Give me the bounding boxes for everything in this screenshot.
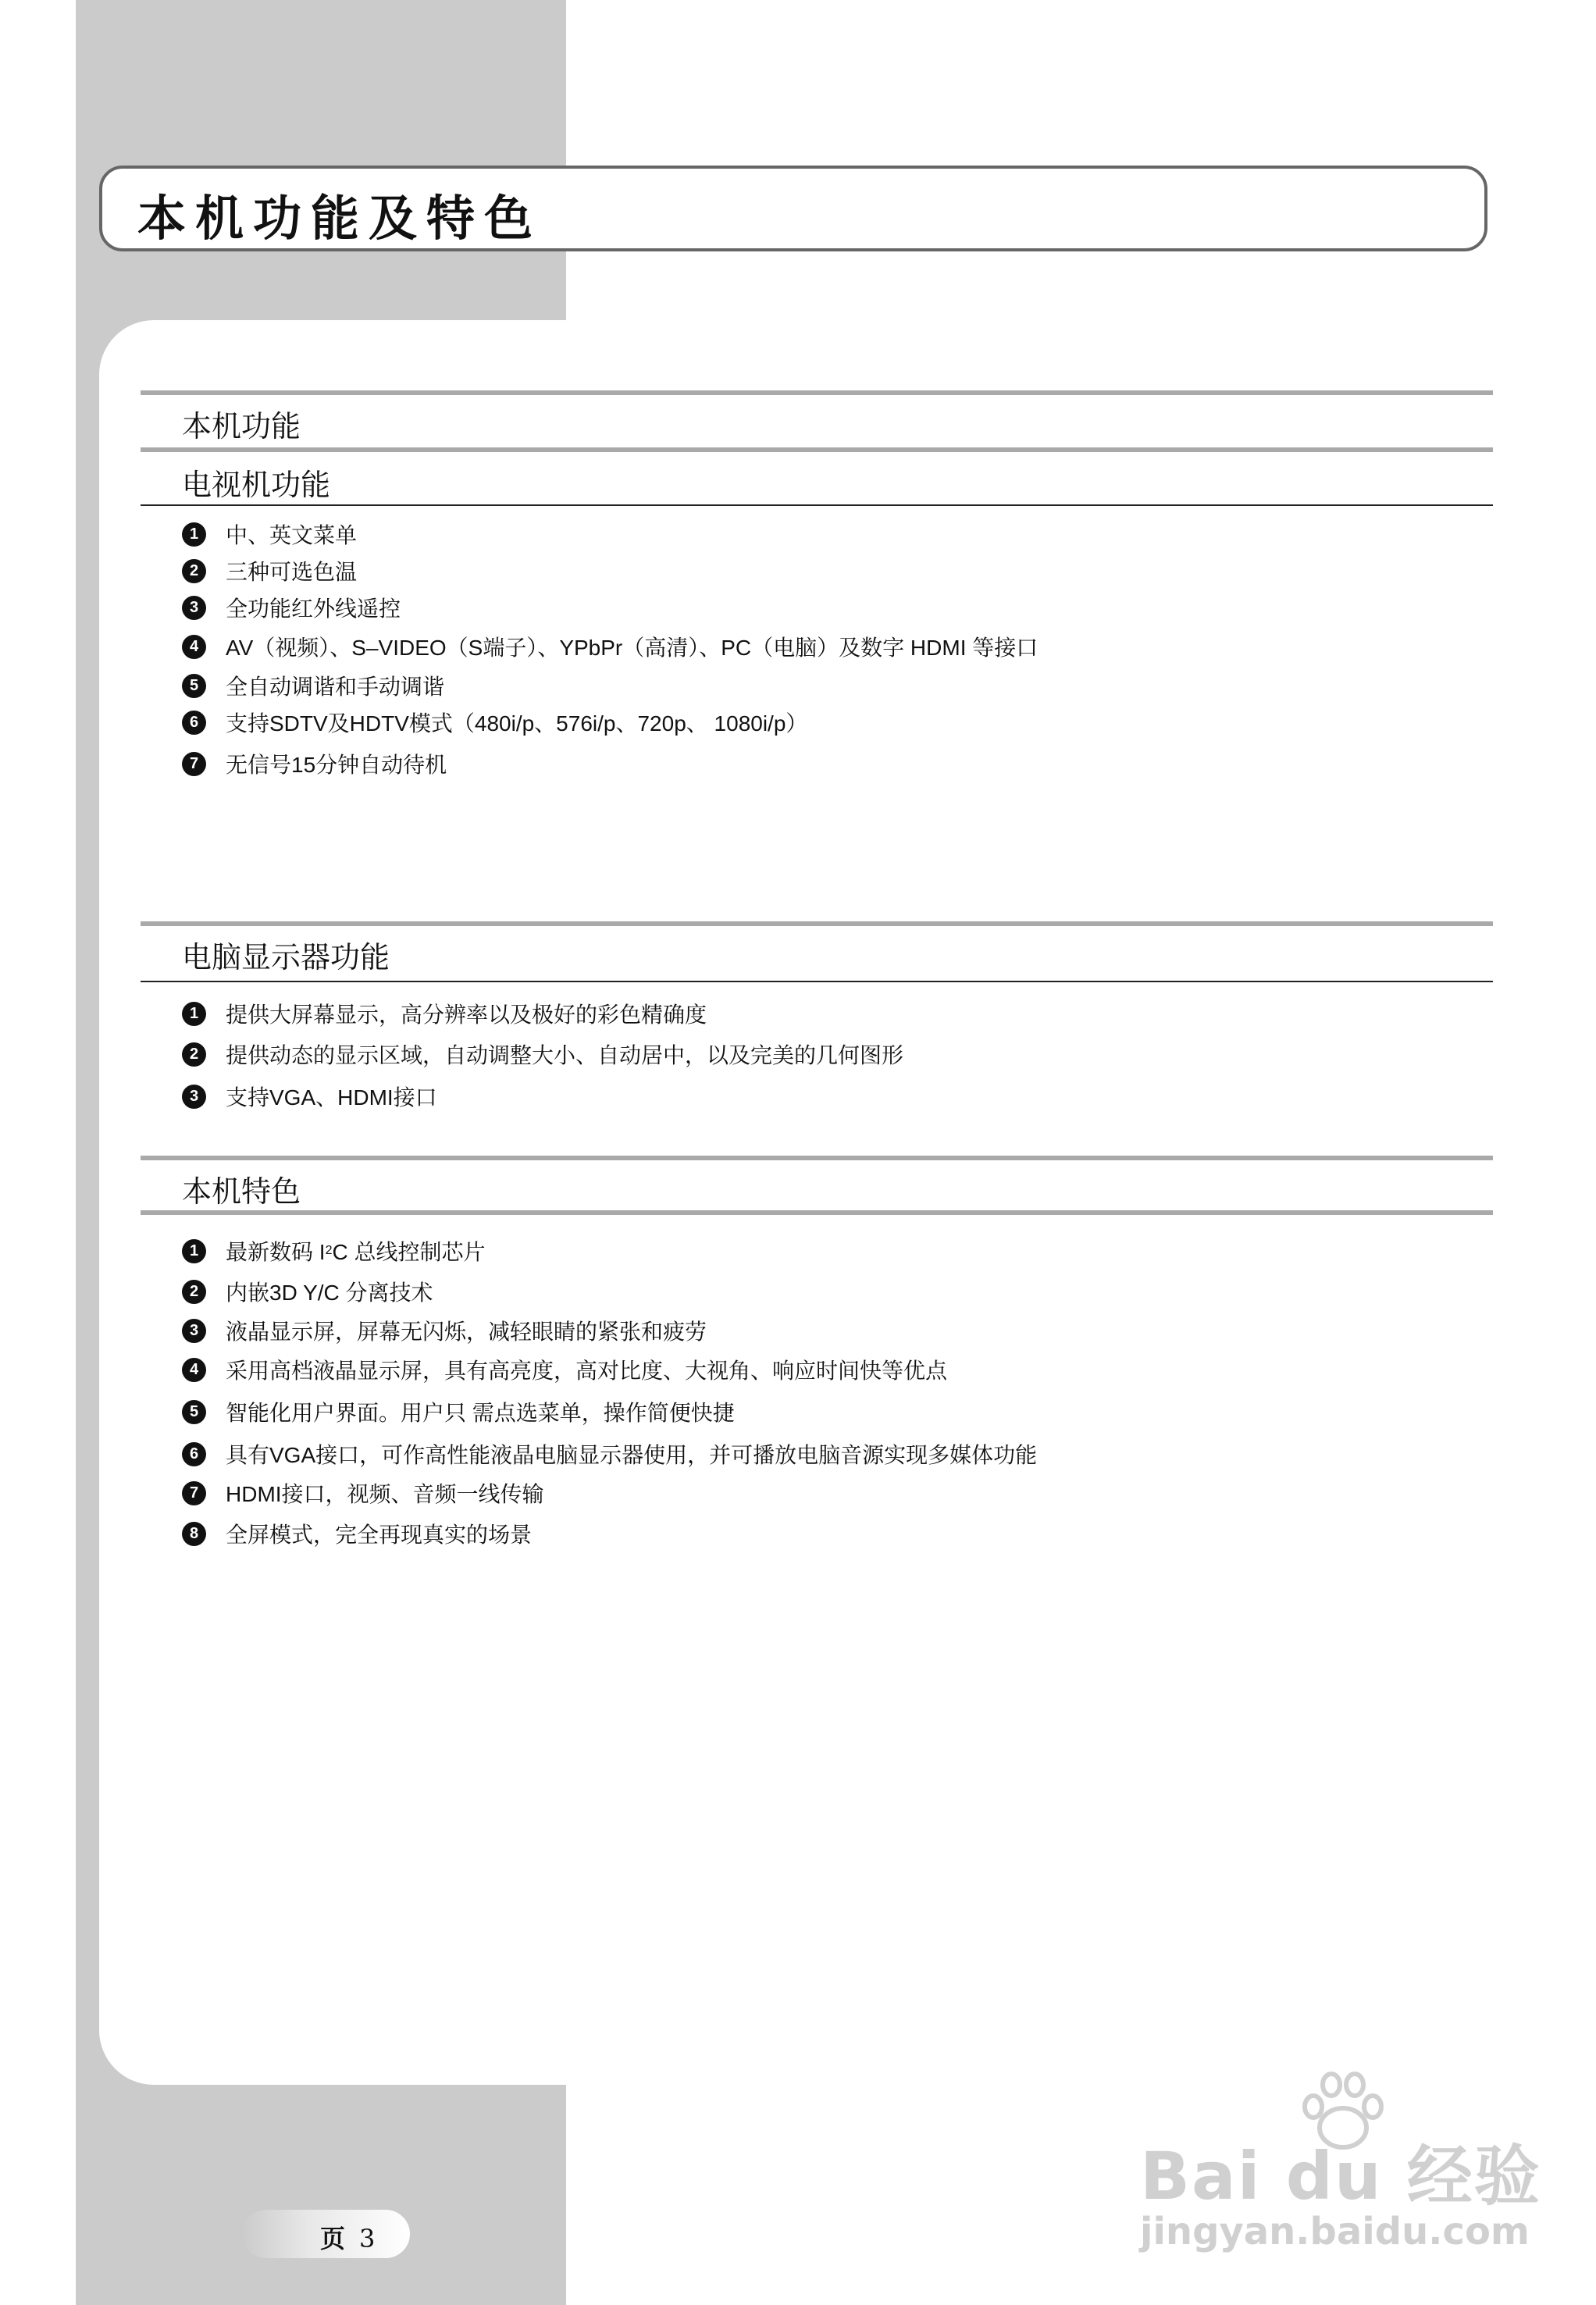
number-1-icon: 1 (182, 1002, 206, 1026)
number-2-icon: 2 (182, 1042, 206, 1067)
list-item: 6 具有VGA接口，可作高性能液晶电脑显示器使用，并可播放电脑音源实现多媒体功能 (182, 1438, 1037, 1470)
section-heading-features: 本机功能 (182, 411, 301, 444)
page-number: 页 3 (320, 2224, 376, 2253)
list-item: 2 提供动态的显示区域，自动调整大小、自动居中，以及完美的几何图形 (182, 1038, 903, 1070)
number-2-icon: 2 (182, 1280, 206, 1304)
number-6-icon: 6 (182, 711, 206, 735)
list-item: 4 采用高档液晶显示屏，具有高亮度，高对比度、大视角、响应时间快等优点 (182, 1354, 947, 1385)
section-rule (141, 921, 1493, 926)
list-item: 4 AV（视频）、S–VIDEO（S端子）、YPbPr（高清）、PC（电脑）及数字 HDMI 等接口 (182, 631, 1038, 662)
page-title: 本机功能及特色 (137, 190, 543, 247)
title-banner (99, 166, 1487, 251)
section-rule (141, 390, 1493, 395)
list-item: 2 内嵌3D Y/C 分离技术 (182, 1276, 433, 1307)
watermark-brand: Bai du 经验 (1140, 2138, 1541, 2214)
subheading-tv-features: 电视机功能 (182, 469, 331, 502)
list-item: 6 支持SDTV及HDTV模式（480i/p、576i/p、720p、 1080i/p） (182, 707, 807, 738)
list-item: 1 提供大屏幕显示，高分辨率以及极好的彩色精确度 (182, 998, 707, 1029)
list-item: 1 最新数码 I 2 C 总线控制芯片 (182, 1235, 485, 1267)
number-5-icon: 5 (182, 674, 206, 698)
number-7-icon: 7 (182, 752, 206, 776)
number-4-icon: 4 (182, 1358, 206, 1382)
number-8-icon: 8 (182, 1522, 206, 1546)
number-2-icon: 2 (182, 559, 206, 583)
number-4-icon: 4 (182, 635, 206, 659)
number-7-icon: 7 (182, 1481, 206, 1505)
list-item: 3 液晶显示屏，屏幕无闪烁，减轻眼睛的紧张和疲劳 (182, 1315, 707, 1346)
section-rule (141, 1156, 1493, 1160)
list-item: 7 HDMI接口，视频、音频一线传输 (182, 1477, 544, 1509)
list-item: 7 无信号15分钟自动待机 (182, 748, 447, 779)
list-item: 1 中、英文菜单 (182, 518, 357, 550)
number-3-icon: 3 (182, 1319, 206, 1343)
number-6-icon: 6 (182, 1442, 206, 1466)
section-rule (141, 447, 1493, 452)
list-item: 3 支持VGA、HDMI接口 (182, 1081, 437, 1112)
subsection-rule (141, 504, 1493, 506)
number-5-icon: 5 (182, 1400, 206, 1424)
list-item: 5 全自动调谐和手动调谐 (182, 670, 444, 701)
subsection-rule (141, 981, 1493, 982)
list-item: 2 三种可选色温 (182, 555, 357, 586)
section-heading-highlights: 本机特色 (182, 1176, 301, 1209)
page-number-badge (242, 2210, 410, 2258)
list-item: 5 智能化用户界面。用户只 需点选菜单，操作简便快捷 (182, 1396, 735, 1427)
section-heading-monitor: 电脑显示器功能 (182, 942, 390, 974)
number-3-icon: 3 (182, 1085, 206, 1109)
list-item: 8 全屏模式，完全再现真实的场景 (182, 1518, 532, 1549)
list-item: 3 全功能红外线遥控 (182, 592, 401, 623)
number-1-icon: 1 (182, 522, 206, 547)
number-1-icon: 1 (182, 1239, 206, 1263)
section-rule (141, 1210, 1493, 1215)
watermark-url: jingyan.baidu.com (1140, 2210, 1530, 2253)
number-3-icon: 3 (182, 596, 206, 620)
